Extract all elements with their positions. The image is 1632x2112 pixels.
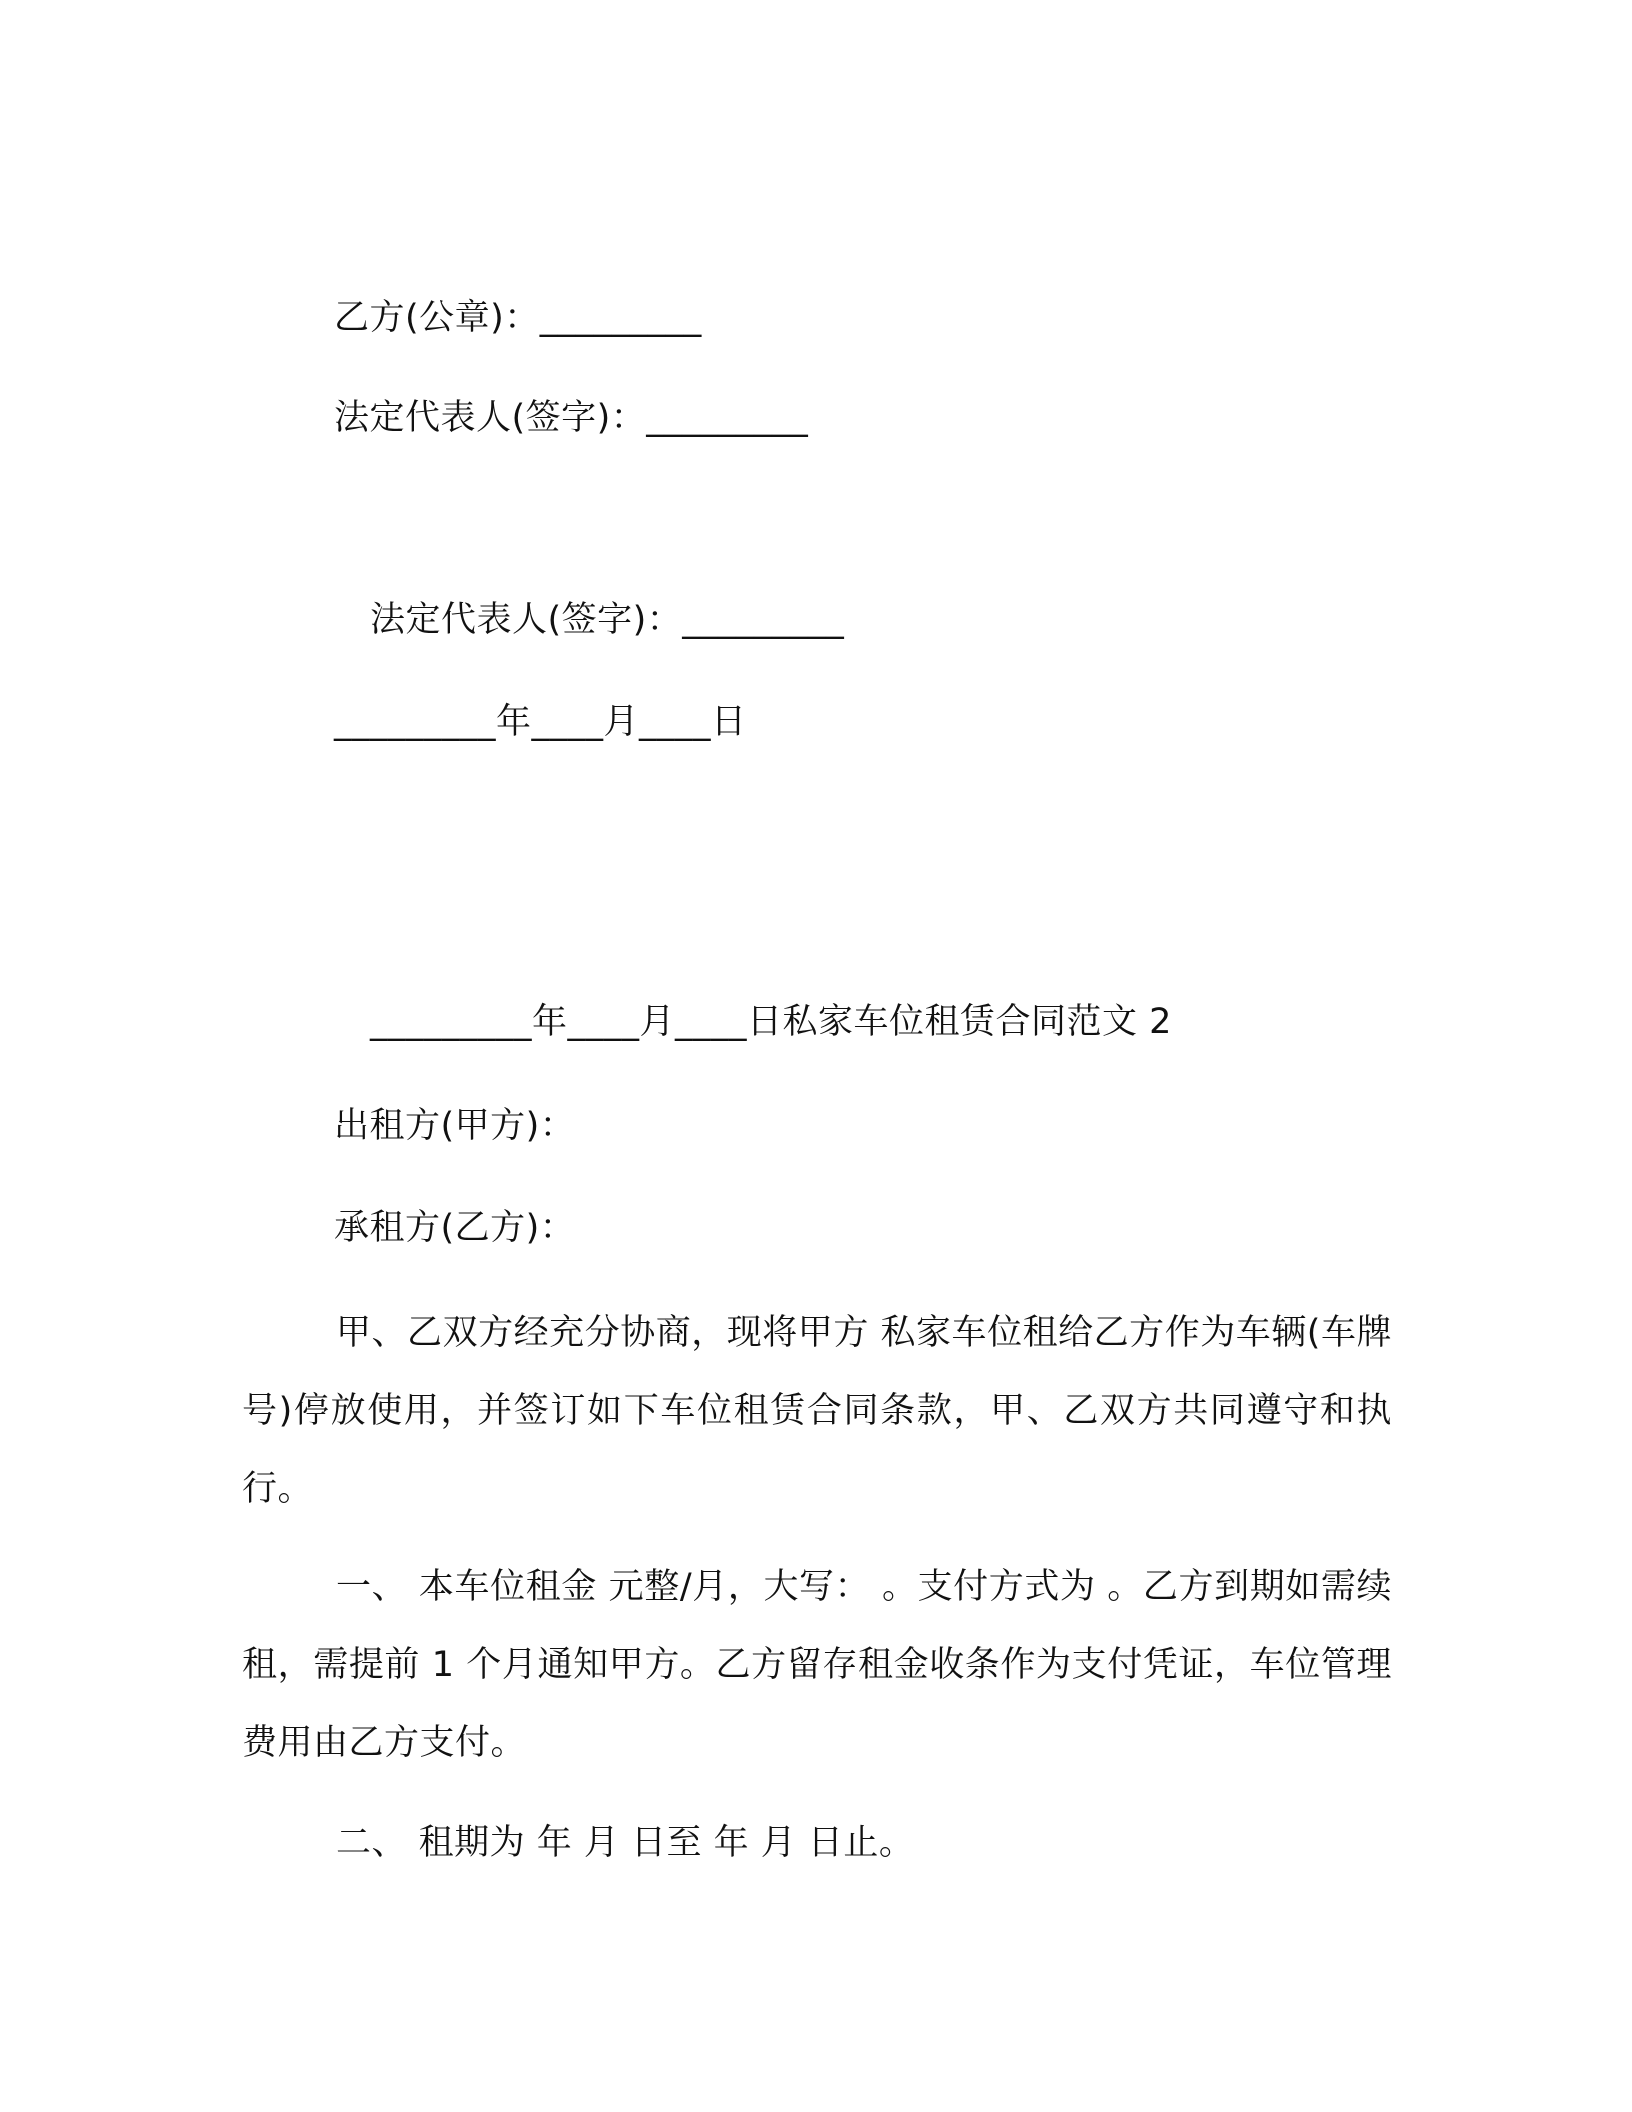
legal-representative-line-2: 法定代表人(签字)：_________ bbox=[370, 600, 845, 640]
intro-paragraph: 甲、乙双方经充分协商，现将甲方 私家车位租给乙方作为车辆(车牌号)停放使用，并签订如下车位租赁合同条款，甲、乙双方共同遵守和执行。 bbox=[242, 1313, 1392, 1509]
clause-2-paragraph: 二、 租期为 年 月 日至 年 月 日止。 bbox=[336, 1823, 915, 1863]
section-title: _________年____月____日私家车位租赁合同范文 2 bbox=[370, 1002, 1172, 1042]
signature-date-line: _________年____月____日 bbox=[334, 702, 747, 742]
clause-1-paragraph: 一、 本车位租金 元整/月，大写： 。支付方式为 。乙方到期如需续租，需提前 1 个月通知甲方。乙方留存租金收条作为支付凭证，车位管理费用由乙方支付。 bbox=[242, 1567, 1392, 1763]
lessor-line: 出租方(甲方)： bbox=[334, 1106, 576, 1146]
lessee-line: 承租方(乙方)： bbox=[334, 1208, 576, 1248]
legal-representative-line-1: 法定代表人(签字)：_________ bbox=[334, 398, 809, 438]
party-b-seal-line: 乙方(公章)：_________ bbox=[334, 298, 702, 338]
